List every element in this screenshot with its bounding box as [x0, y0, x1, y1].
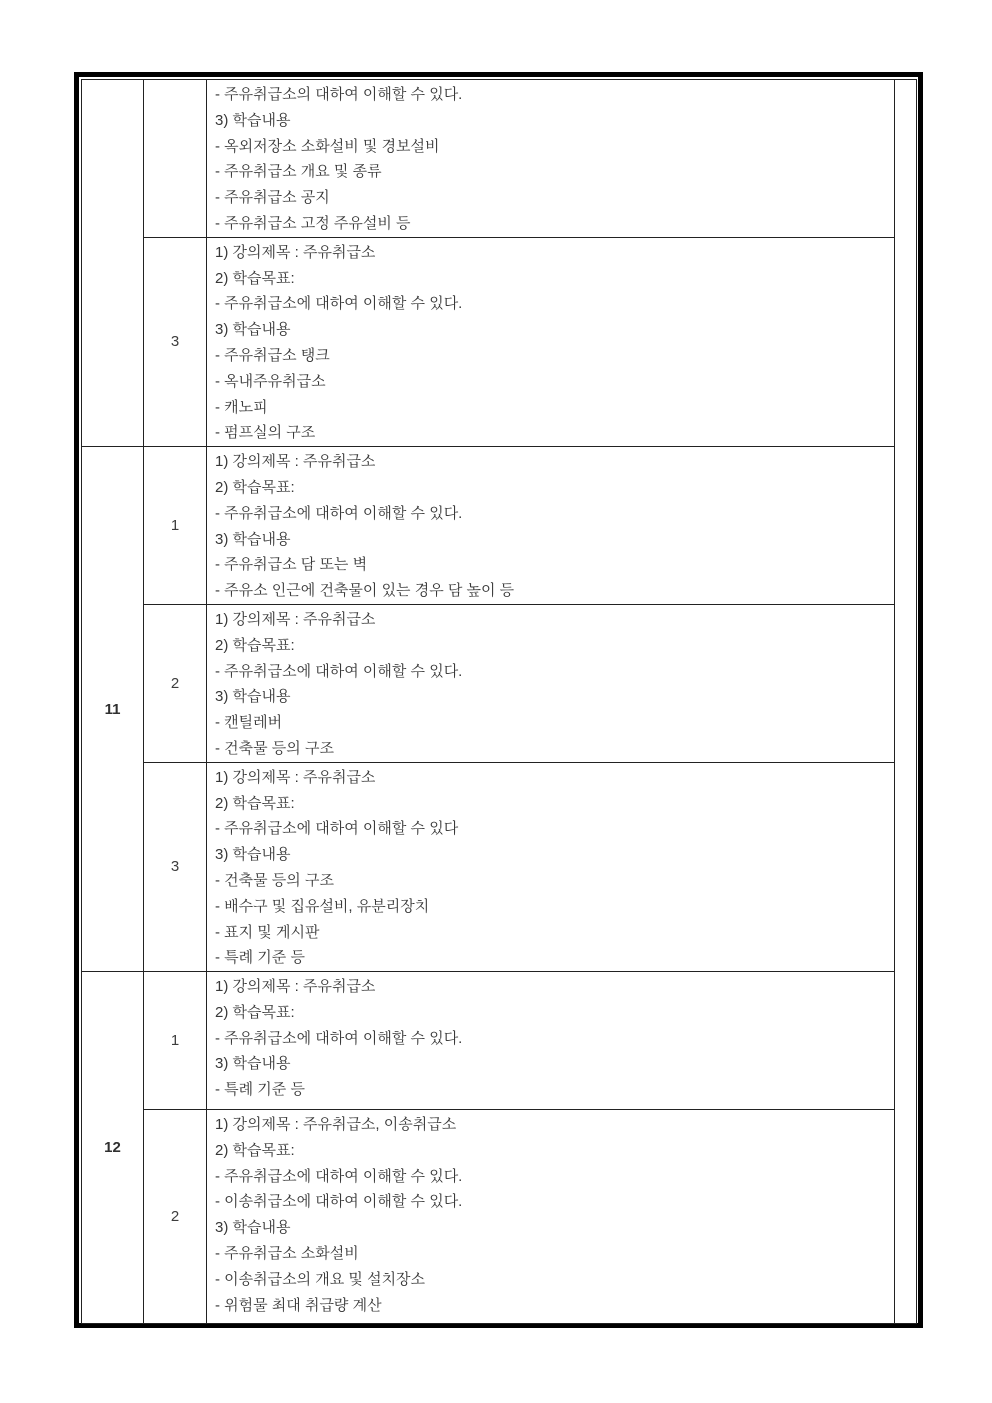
content-line: 3) 학습내용	[215, 1055, 291, 1073]
content-line: 1) 강의제목 : 주유취급소, 이송취급소	[215, 1116, 457, 1134]
schedule-row	[82, 80, 917, 238]
content-line: 2) 학습목표:	[215, 1003, 295, 1021]
content-line: - 주유취급소에 대하여 이해할 수 있다	[215, 820, 459, 838]
content-line: - 주유취급소 개요 및 종류	[215, 163, 382, 181]
content-line: - 이송취급소에 대하여 이해할 수 있다.	[215, 1193, 463, 1211]
content-line: 3) 학습내용	[215, 688, 291, 706]
content-line: - 주유취급소에 대하여 이해할 수 있다.	[215, 1029, 463, 1047]
content-line: - 배수구 및 집유설비, 유분리장치	[215, 897, 430, 915]
content-line: - 주유취급소의 대하여 이해할 수 있다.	[215, 86, 463, 103]
content-line: - 주유취급소 담 또는 벽	[215, 556, 368, 574]
session-cell: 1	[144, 447, 207, 605]
schedule-row	[82, 1110, 917, 1324]
session-cell: 3	[144, 762, 207, 971]
content-cell	[207, 762, 895, 971]
content-cell	[207, 80, 895, 238]
session-cell: 3	[144, 237, 207, 446]
content-line: 2) 학습목표:	[215, 636, 295, 654]
schedule-table-body	[82, 80, 917, 1324]
content-line: 3) 학습내용	[215, 111, 291, 129]
content-line: - 주유취급소 공지	[215, 189, 330, 207]
content-line: - 옥내주유취급소	[215, 372, 326, 390]
content-line: 1) 강의제목 : 주유취급소	[215, 610, 376, 628]
content-line: - 건축물 등의 구조	[215, 871, 334, 889]
content-line: 1) 강의제목 : 주유취급소	[215, 768, 376, 786]
content-cell	[207, 447, 895, 605]
content-line: - 주유취급소에 대하여 이해할 수 있다.	[215, 295, 463, 313]
week-cell	[82, 80, 144, 447]
empty-column-cell	[895, 80, 917, 1324]
content-line: - 캔틸레버	[215, 714, 283, 732]
content-line: 2) 학습목표:	[215, 269, 295, 287]
session-cell: 2	[144, 604, 207, 762]
session-cell: 1	[144, 972, 207, 1110]
content-line: - 표지 및 게시판	[215, 923, 320, 941]
content-line: 3) 학습내용	[215, 1219, 291, 1237]
content-line: - 주유취급소에 대하여 이해할 수 있다.	[215, 504, 463, 522]
content-line: 3) 학습내용	[215, 321, 291, 339]
content-line: - 주유취급소에 대하여 이해할 수 있다.	[215, 1167, 463, 1185]
session-cell	[144, 80, 207, 238]
content-line: - 주유취급소 탱크	[215, 346, 330, 364]
content-cell	[207, 604, 895, 762]
content-line: 1) 강의제목 : 주유취급소	[215, 453, 376, 471]
content-cell	[207, 237, 895, 446]
content-cell	[207, 972, 895, 1110]
content-line: - 캐노피	[215, 398, 268, 416]
content-line: 1) 강의제목 : 주유취급소	[215, 243, 376, 261]
content-line: - 펌프실의 구조	[215, 424, 316, 442]
schedule-row	[82, 972, 917, 1110]
content-line: - 옥외저장소 소화설비 및 경보설비	[215, 137, 440, 155]
content-line: 3) 학습내용	[215, 846, 291, 864]
content-line: 2) 학습목표:	[215, 1141, 295, 1159]
content-line: - 건축물 등의 구조	[215, 739, 334, 757]
content-line: 2) 학습목표:	[215, 794, 295, 812]
content-line: - 위험물 최대 취급량 계산	[215, 1296, 382, 1314]
session-cell: 2	[144, 1110, 207, 1324]
content-line: 1) 강의제목 : 주유취급소	[215, 978, 376, 996]
content-line: - 주유취급소 고정 주유설비 등	[215, 214, 411, 232]
schedule-row	[82, 604, 917, 762]
content-line: - 주유취급소에 대하여 이해할 수 있다.	[215, 662, 463, 680]
content-line: - 특례 기준 등	[215, 1081, 305, 1099]
schedule-row	[82, 447, 917, 605]
content-line: 3) 학습내용	[215, 530, 291, 548]
content-line: - 특례 기준 등	[215, 949, 305, 967]
content-line: 2) 학습목표:	[215, 478, 295, 496]
week-cell: 12	[82, 972, 144, 1324]
content-line: - 주유취급소 소화설비	[215, 1245, 359, 1263]
schedule-table	[81, 79, 917, 1324]
week-cell: 11	[82, 447, 144, 972]
content-line: - 주유소 인근에 건축물이 있는 경우 담 높이 등	[215, 582, 515, 600]
schedule-row	[82, 237, 917, 446]
schedule-row	[82, 762, 917, 971]
content-line: - 이송취급소의 개요 및 설치장소	[215, 1270, 426, 1288]
schedule-table-frame	[74, 72, 923, 1328]
content-cell	[207, 1110, 895, 1324]
